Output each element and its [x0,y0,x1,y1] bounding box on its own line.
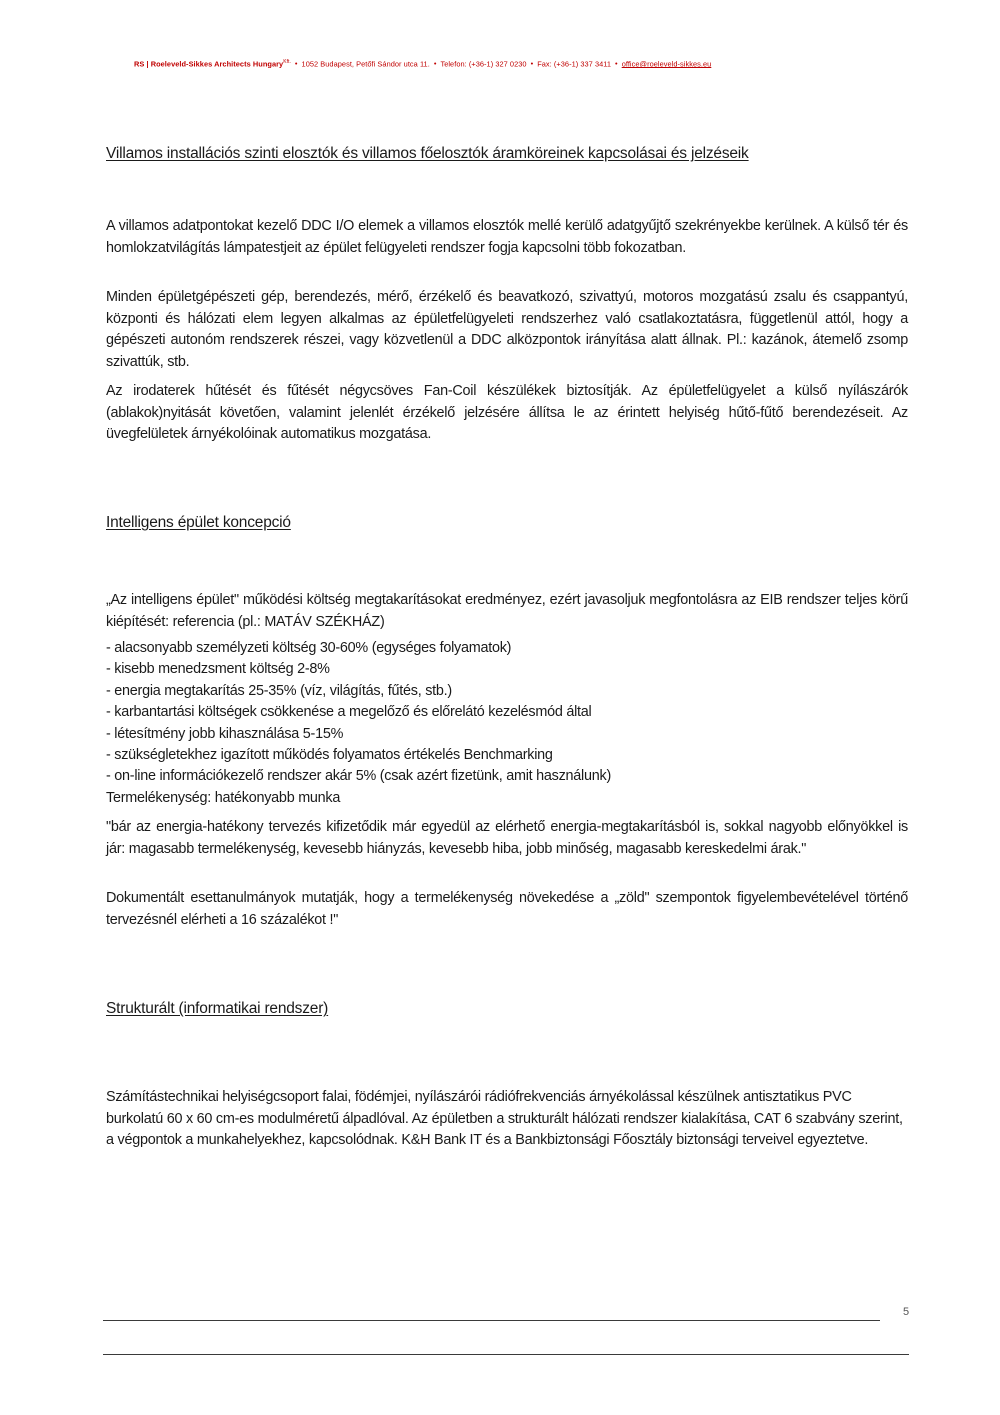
paragraph-it-room: Számítástechnikai helyiségcsoport falai, födémjei, nyílászárói rádiófrekvenciás árnyékolással készülnek antisztatikus PVC burkolatú 60 x 60 cm-es modulméretű álpadlóval. Az épületben a strukturált hálózati rendszer kialakítása, CAT 6 szabvány szerint, a végpontok a munkahelyekhez, kapcsolódnak. K&H Bank IT és a Bankbiztonsági Főosztály biztonsági terveivel egyeztetve. [106,1089,903,1149]
paragraph-eib-intro: „Az intelligens épület" működési költség megtakarításokat eredményez, ezért javasoljuk megfontolásra az EIB rendszer teljes körű kiépítését: referencia (pl.: MATÁV SZÉKHÁZ) [106,592,908,630]
footer-rule-top [103,1320,880,1321]
letterhead-fax: Fax: (+36-1) 337 3411 [537,59,612,69]
letterhead-address: 1052 Budapest, Petőfi Sándor utca 11. [301,59,430,69]
paragraph-case-studies: Dokumentált esettanulmányok mutatják, hogy a termelékenység növekedése a „zöld" szempontok figyelembevételével történő tervezésnél elérheti a 16 százalékot !" [106,890,908,928]
page-number: 5 [903,1306,910,1318]
list-item: - on-line információkezelő rendszer akár 5% (csak azért fizetünk, amit használunk) [106,768,611,785]
paragraph-fan-coil: Az irodaterek hűtését és fűtését négycsöves Fan-Coil készülékek biztosítják. Az épületfelügyelet a külső nyílászárók (ablakok)nyitását követően, valamint jelenlét érzékelő jelzésére állítsa le az érintett helyiség hűtő-fűtő berendezéseit. Az üvegfelületek árnyékolóinak automatikus mozgatása. [106,383,908,443]
letterhead-brand-suffix: Kft. [283,59,291,65]
list-item: - karbantartási költségek csökkenése a megelőző és előrelátó kezelésmód által [106,704,592,721]
list-item: - létesítmény jobb kihasználása 5-15% [106,725,344,742]
footer-rule-bottom [103,1354,909,1355]
letterhead-phone: Telefon: (+36-1) 327 0230 [440,59,527,69]
list-item: - energia megtakarítás 25-35% (víz, világítás, fűtés, stb.) [106,682,452,699]
list-item: - alacsonyabb személyzeti költség 30-60% (egységes folyamatok) [106,640,512,656]
letterhead: RS | Roeleveld-Sikkes Architects Hungary$^{Kft.}$ • 1052 Budapest, Petőfi Sándor utca 11. • Telefon: (+36-1) 327 0230 • Fax: (+36-1) 337 3411 • office@roeleveld-sikkes.eu [134,59,712,69]
letterhead-email-link[interactable]: office@roeleveld-sikkes.eu [621,59,712,69]
letterhead-brand: RS | Roeleveld-Sikkes Architects Hungary [134,59,284,69]
list-item: - kisebb menedzsment költség 2-8% [106,661,330,678]
section-heading-structured-network: Strukturált (informatikai rendszer) [106,1000,329,1017]
section-heading-electrical: Villamos installációs szinti elosztók és villamos főelosztók áramköreinek kapcsolásai és jelzéseik [106,145,749,162]
paragraph-ddc: A villamos adatpontokat kezelő DDC I/O elemek a villamos elosztók mellé kerülő adatgyűjtő szekrényekbe kerülnek. A külső tér és homlokzatvilágítás lámpatestjeit az épület felügyeleti rendszer fogja kapcsolni több fokozatban. [106,218,908,256]
savings-list [106,638,908,809]
section-heading-intelligent-building: Intelligens épület koncepció [106,514,291,531]
paragraph-quote: "bár az energia-hatékony tervezés kifizetődik már egyedül az elérhető energia-megtakarításból is, sokkal nagyobb előnyökkel is jár: magasabb termelékenység, kevesebb hiányzás, kevesebb hiba, jobb minőség, magasabb kereskedelmi árak." [106,819,908,857]
list-item: Termelékenység: hatékonyabb munka [106,789,341,806]
paragraph-building-equipment: Minden épületgépészeti gép, berendezés, mérő, érzékelő és beavatkozó, szivattyú, motoros mozgatású zsalu és csappantyú, központi és hálózati elem legyen alkalmas az épületfelügyeleti rendszerhez való csatlakoztatásra, függetlenül attól, hogy a gépészeti autonóm rendszerek részei, vagy közvetlenül a DDC alközpontok irányítása alatt állnak. Pl.: kazánok, átemelő zsomp szivattúk, stb. [106,289,908,370]
list-item: - szükségletekhez igazított működés folyamatos értékelés Benchmarking [106,747,553,764]
